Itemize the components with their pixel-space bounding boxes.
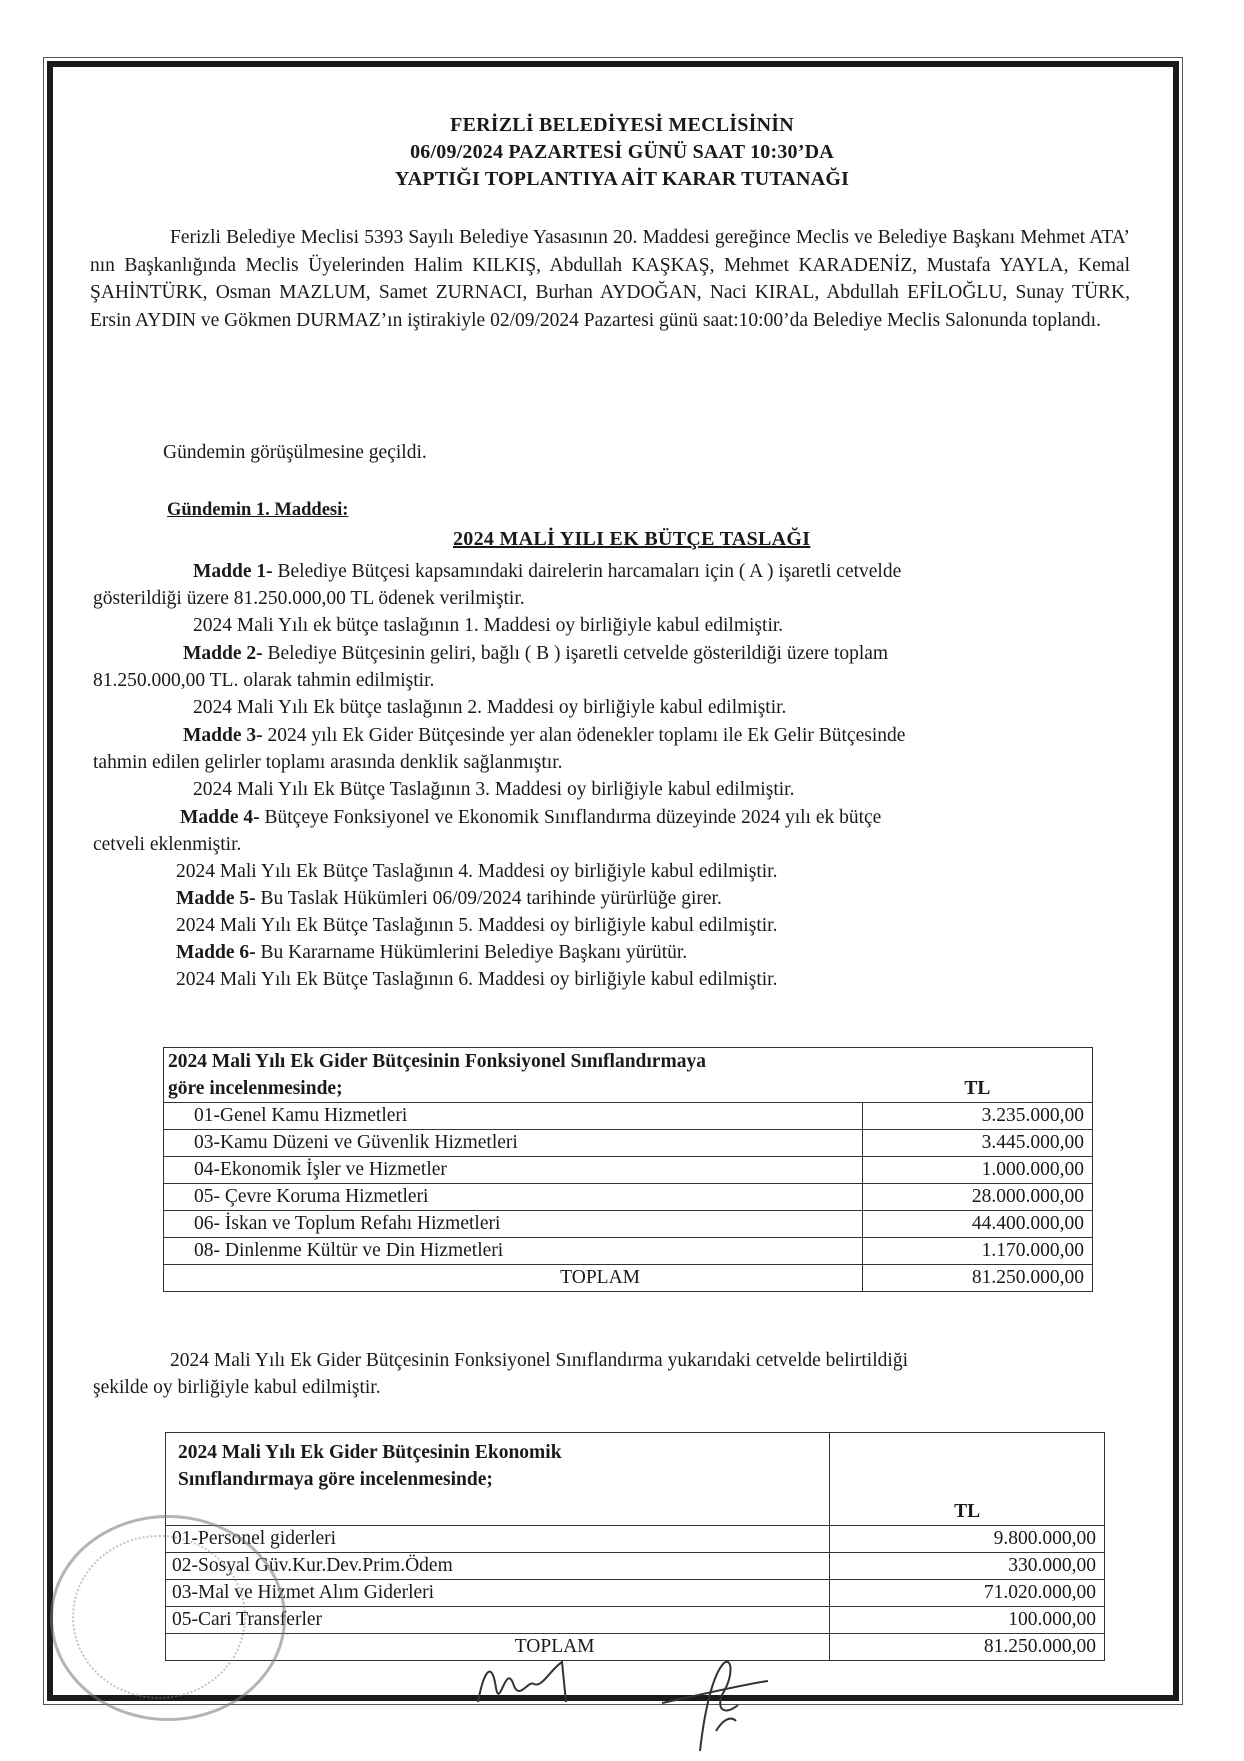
article-2-text: Belediye Bütçesinin geliri, bağlı ( B ) işaretli cetvelde gösterildiği üzere toplam [262, 643, 889, 664]
article-2 [183, 641, 888, 667]
table-row [164, 1184, 1093, 1211]
article-2-label: Madde 2- [183, 643, 263, 664]
table-row [166, 1526, 1105, 1553]
article-5-text: Bu Taslak Hükümleri 06/09/2024 tarihinde yürürlüğe girer. [255, 888, 722, 909]
row-label: 05- Çevre Koruma Hizmetleri [164, 1184, 863, 1211]
table-header-row [166, 1433, 1105, 1526]
row-label: 02-Sosyal Güv.Kur.Dev.Prim.Ödem [166, 1553, 830, 1580]
table-row [166, 1607, 1105, 1634]
article-2-text-cont: 81.250.000,00 TL. olarak tahmin edilmiştir. [93, 670, 435, 691]
row-amount: 44.400.000,00 [863, 1211, 1093, 1238]
row-amount: 9.800.000,00 [830, 1526, 1105, 1553]
article-3-decision: 2024 Mali Yılı Ek Bütçe Taslağının 3. Maddesi oy birliğiyle kabul edilmiştir. [193, 779, 795, 800]
article-5-label: Madde 5- [176, 888, 256, 909]
article-1-decision: 2024 Mali Yılı ek bütçe taslağının 1. Maddesi oy birliğiyle kabul edilmiştir. [193, 615, 784, 636]
row-amount: 3.445.000,00 [863, 1130, 1093, 1157]
article-1-label: Madde 1- [193, 561, 273, 582]
functional-table-header: 2024 Mali Yılı Ek Gider Bütçesinin Fonksiyonel Sınıflandırmaya göre incelenmesinde; [164, 1048, 863, 1103]
article-1 [193, 559, 1130, 585]
article-4 [180, 805, 881, 831]
article-5-decision: 2024 Mali Yılı Ek Bütçe Taslağının 5. Maddesi oy birliğiyle kabul edilmiştir. [176, 915, 778, 936]
title-line-2: 06/09/2024 PAZARTESİ GÜNÜ SAAT 10:30’DA [410, 141, 834, 163]
table-total-row [166, 1634, 1105, 1661]
row-amount: 1.170.000,00 [863, 1238, 1093, 1265]
article-3 [183, 723, 905, 749]
article-3-label: Madde 3- [183, 725, 263, 746]
article-1-text-cont: gösterildiği üzere 81.250.000,00 TL ödenek verilmiştir. [93, 588, 525, 609]
article-3-text: 2024 yılı Ek Gider Bütçesinde yer alan ödenekler toplamı ile Ek Gelir Bütçesinde [262, 725, 906, 746]
table-total-row [164, 1265, 1093, 1292]
article-4-text-cont: cetveli eklenmiştir. [93, 834, 242, 855]
table-row [164, 1103, 1093, 1130]
functional-classification-table [163, 1047, 1093, 1292]
row-label: 01-Genel Kamu Hizmetleri [164, 1103, 863, 1130]
total-amount: 81.250.000,00 [863, 1265, 1093, 1292]
table-header-row [164, 1048, 1093, 1103]
article-3-text-cont: tahmin edilen gelirler toplamı arasında denklik sağlanmıştır. [93, 752, 563, 773]
row-amount: 71.020.000,00 [830, 1580, 1105, 1607]
table-row [164, 1238, 1093, 1265]
row-label: 06- İskan ve Toplum Refahı Hizmetleri [164, 1211, 863, 1238]
intro-paragraph: Ferizli Belediye Meclisi 5393 Sayılı Belediye Yasasının 20. Maddesi gereğince Meclis ve Belediye Başkanı Mehmet ATA’ nın Başkanlığında Meclis Üyelerinden Halim KILKIŞ, Abdullah KAŞKAŞ, Mehmet KARADENİZ, Mustafa YAYLA, Kemal ŞAHİNTÜRK, Osman MAZLUM, Samet ZURNACI, Burhan AYDOĞAN, Naci KIRAL, Abdullah EFİLOĞLU, Sunay TÜRK, Ersin AYDIN ve Gökmen DURMAZ’ın iştirakiyle 02/09/2024 Pazartesi günü saat:10:00’da Belediye Meclis Salonunda toplandı. [90, 227, 1130, 331]
signature-1-icon [470, 1640, 580, 1710]
signature-2-icon [660, 1655, 770, 1755]
functional-decision-line2: şekilde oy birliğiyle kabul edilmiştir. [93, 1377, 381, 1398]
row-amount: 1.000.000,00 [863, 1157, 1093, 1184]
economic-classification-table [165, 1432, 1105, 1661]
agenda-start: Gündemin görüşülmesine geçildi. [163, 442, 427, 463]
total-amount: 81.250.000,00 [830, 1634, 1105, 1661]
economic-table-currency-header: TL [830, 1433, 1105, 1526]
table-row [164, 1130, 1093, 1157]
economic-table-header: 2024 Mali Yılı Ek Gider Bütçesinin Ekonomik Sınıflandırmaya göre incelenmesinde; [166, 1433, 830, 1526]
article-6-label: Madde 6- [176, 942, 256, 963]
row-amount: 28.000.000,00 [863, 1184, 1093, 1211]
row-label: 01-Personel giderleri [166, 1526, 830, 1553]
row-label: 05-Cari Transferler [166, 1607, 830, 1634]
total-label: TOPLAM [164, 1265, 863, 1292]
title-line-1: FERİZLİ BELEDİYESİ MECLİSİNİN [450, 114, 794, 136]
table-row [164, 1211, 1093, 1238]
title-line-3: YAPTIĞI TOPLANTIYA AİT KARAR TUTANAĞI [394, 168, 850, 190]
row-label: 03-Mal ve Hizmet Alım Giderleri [166, 1580, 830, 1607]
document-title [0, 112, 1244, 193]
table-row [166, 1553, 1105, 1580]
article-6 [176, 940, 687, 966]
total-label: TOPLAM [166, 1634, 830, 1661]
article-4-decision: 2024 Mali Yılı Ek Bütçe Taslağının 4. Maddesi oy birliğiyle kabul edilmiştir. [176, 861, 778, 882]
official-stamp-inner-ring-icon [72, 1535, 246, 1699]
functional-decision-line1: 2024 Mali Yılı Ek Gider Bütçesinin Fonksiyonel Sınıflandırma yukarıdaki cetvelde belirtildiği [170, 1350, 908, 1371]
article-1-text: Belediye Bütçesi kapsamındaki dairelerin harcamaları için ( A ) işaretli cetvelde [272, 561, 902, 582]
article-4-label: Madde 4- [180, 807, 260, 828]
agenda-item-title: 2024 MALİ YILI EK BÜTÇE TASLAĞI [453, 528, 811, 550]
agenda-item-label: Gündemin 1. Maddesi: [167, 500, 349, 520]
article-6-decision: 2024 Mali Yılı Ek Bütçe Taslağının 6. Maddesi oy birliğiyle kabul edilmiştir. [176, 969, 778, 990]
row-label: 04-Ekonomik İşler ve Hizmetler [164, 1157, 863, 1184]
table-row [166, 1580, 1105, 1607]
article-4-text: Bütçeye Fonksiyonel ve Ekonomik Sınıflandırma düzeyinde 2024 yılı ek bütçe [259, 807, 882, 828]
row-label: 03-Kamu Düzeni ve Güvenlik Hizmetleri [164, 1130, 863, 1157]
row-amount: 100.000,00 [830, 1607, 1105, 1634]
article-6-text: Bu Kararname Hükümlerini Belediye Başkanı yürütür. [255, 942, 688, 963]
table-row [164, 1157, 1093, 1184]
functional-table-currency-header: TL [863, 1048, 1093, 1103]
article-5 [176, 886, 722, 912]
article-2-decision: 2024 Mali Yılı Ek bütçe taslağının 2. Maddesi oy birliğiyle kabul edilmiştir. [193, 697, 787, 718]
row-label: 08- Dinlenme Kültür ve Din Hizmetleri [164, 1238, 863, 1265]
row-amount: 330.000,00 [830, 1553, 1105, 1580]
row-amount: 3.235.000,00 [863, 1103, 1093, 1130]
